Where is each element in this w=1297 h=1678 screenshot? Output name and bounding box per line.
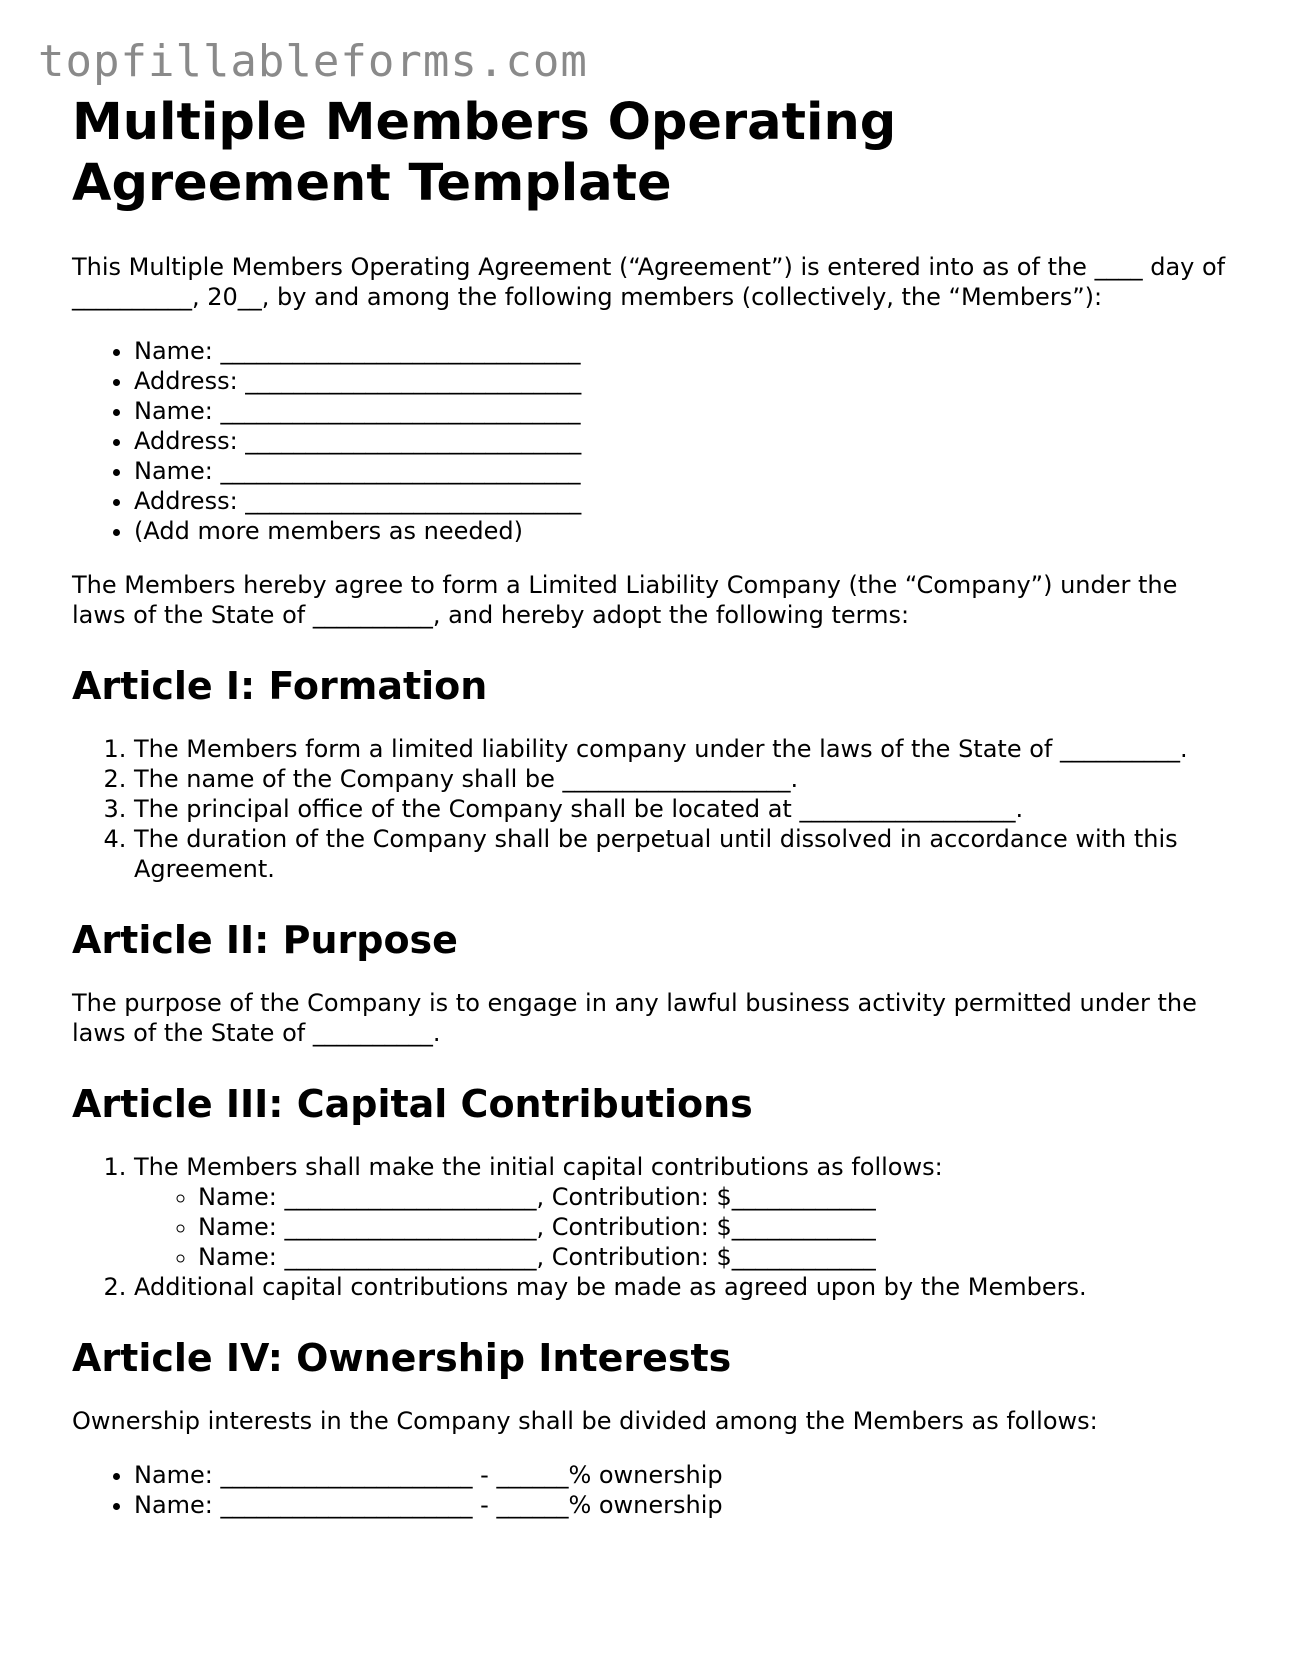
member-address-2: • Address: ____________________________ [134,426,1232,456]
contributions-list [134,1182,1232,1272]
article-3-list [72,1152,1232,1302]
member-name-2: • Name: ______________________________ [134,396,1232,426]
add-more-members-note: • (Add more members as needed) [134,516,1232,546]
ownership-row-2: • Name: _____________________ - ______% ownership [134,1490,1232,1520]
article-4-heading: Article IV: Ownership Interests [72,1336,732,1380]
article-3-item-1-text: The Members shall make the initial capital contributions as follows: [134,1153,943,1181]
contribution-row-3: ◦ Name: _____________________, Contribution: $____________ [198,1242,1232,1272]
watermark: topfillableforms.com [38,36,588,87]
contribution-row-1: ◦ Name: _____________________, Contribution: $____________ [198,1182,1232,1212]
article-4-text: Ownership interests in the Company shall be divided among the Members as follows: [72,1407,1098,1435]
page-title: Multiple Members Operating Agreement Template [72,93,897,213]
formation-intro-paragraph: The Members hereby agree to form a Limited Liability Company (the “Company”) under the laws of the State of __________, and hereby adopt the following terms: [72,571,1178,629]
article-2-heading: Article II: Purpose [72,918,458,962]
intro-paragraph: This Multiple Members Operating Agreement (“Agreement”) is entered into as of the ____ day of __________, 20__, by and among the following members (collectively, the “Members”): [72,253,1226,311]
member-name-3: • Name: ______________________________ [134,456,1232,486]
article-1-item-2: 2. The name of the Company shall be ___________________. [134,764,1232,794]
ownership-list [72,1460,1232,1520]
member-name-1: • Name: ______________________________ [134,336,1232,366]
member-address-1: • Address: ____________________________ [134,366,1232,396]
article-1-list [72,734,1232,884]
ownership-row-1: • Name: _____________________ - ______% ownership [134,1460,1232,1490]
article-3-item-2: 2. Additional capital contributions may be made as agreed upon by the Members. [134,1272,1232,1302]
document [72,92,1232,1544]
contribution-row-2: ◦ Name: _____________________, Contribution: $____________ [198,1212,1232,1242]
article-1-item-4: 4. The duration of the Company shall be perpetual until dissolved in accordance with this Agreement. [134,824,1232,884]
member-address-3: • Address: ____________________________ [134,486,1232,516]
article-1-item-3: 3. The principal office of the Company shall be located at __________________. [134,794,1232,824]
article-3-item-1 [134,1152,1232,1272]
article-1-item-1: 1. The Members form a limited liability company under the laws of the State of __________. [134,734,1232,764]
article-2-text: The purpose of the Company is to engage in any lawful business activity permitted under the laws of the State of __________. [72,989,1197,1047]
members-list [72,336,1232,546]
article-3-heading: Article III: Capital Contributions [72,1082,753,1126]
article-1-heading: Article I: Formation [72,664,488,708]
